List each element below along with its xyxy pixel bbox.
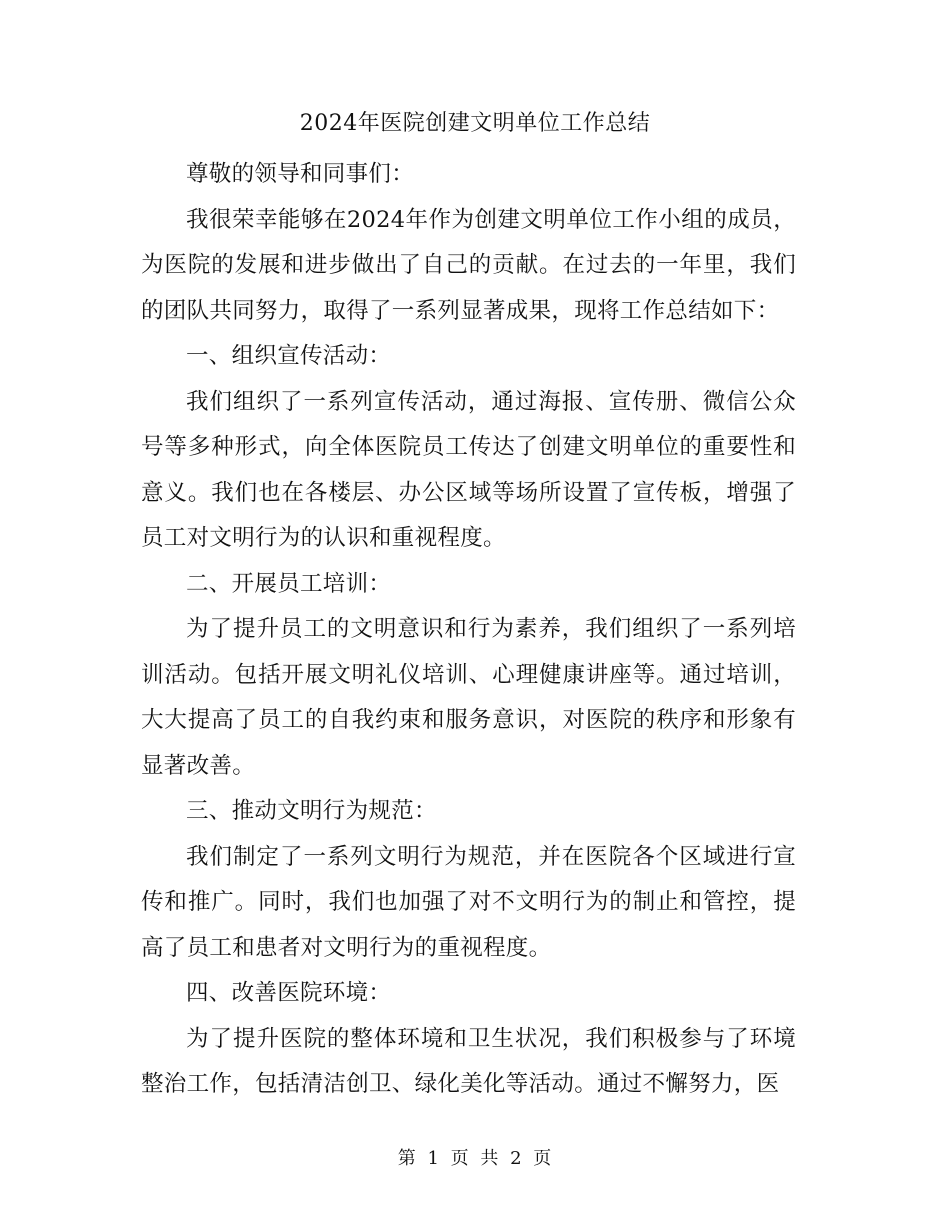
document-body bbox=[141, 152, 796, 1108]
section-heading-2: 二、开展员工培训： bbox=[186, 570, 392, 597]
section-heading-4: 四、改善医院环境： bbox=[186, 980, 392, 1006]
intro-paragraph: 我很荣幸能够在2024年作为创建文明单位工作小组的成员，为医院的发展和进步做出了自己的贡献。在过去的一年里，我们的团队共同努力，取得了一系列显著成果，现将工作总结如下： bbox=[141, 206, 796, 324]
salutation: 尊敬的领导和同事们： bbox=[186, 161, 415, 187]
section-paragraph-4: 为了提升医院的整体环境和卫生状况，我们积极参与了环境整治工作，包括清洁创卫、绿化美化等活动。通过不懈努力，医 bbox=[141, 1025, 796, 1097]
section-heading-3: 三、推动文明行为规范： bbox=[186, 798, 437, 824]
page-footer: 第 1 页 共 2 页 bbox=[397, 1148, 553, 1169]
section-paragraph-3: 我们制定了一系列文明行为规范，并在医院各个区域进行宣传和推广。同时，我们也加强了对不文明行为的制止和管控，提高了员工和患者对文明行为的重视程度。 bbox=[141, 843, 796, 961]
section-paragraph-2: 为了提升员工的文明意识和行为素养，我们组织了一系列培训活动。包括开展文明礼仪培训、心理健康讲座等。通过培训，大大提高了员工的自我约束和服务意识，对医院的秩序和形象有显著改善。 bbox=[141, 616, 796, 779]
section-heading-1: 一、组织宣传活动： bbox=[186, 343, 392, 369]
section-paragraph-1: 我们组织了一系列宣传活动，通过海报、宣传册、微信公众号等多种形式，向全体医院员工传达了创建文明单位的重要性和意义。我们也在各楼层、办公区域等场所设置了宣传板，增强了员工对文明行为的认识和重视程度。 bbox=[141, 388, 796, 551]
document-title: 2024年医院创建文明单位工作总结 bbox=[299, 111, 651, 136]
